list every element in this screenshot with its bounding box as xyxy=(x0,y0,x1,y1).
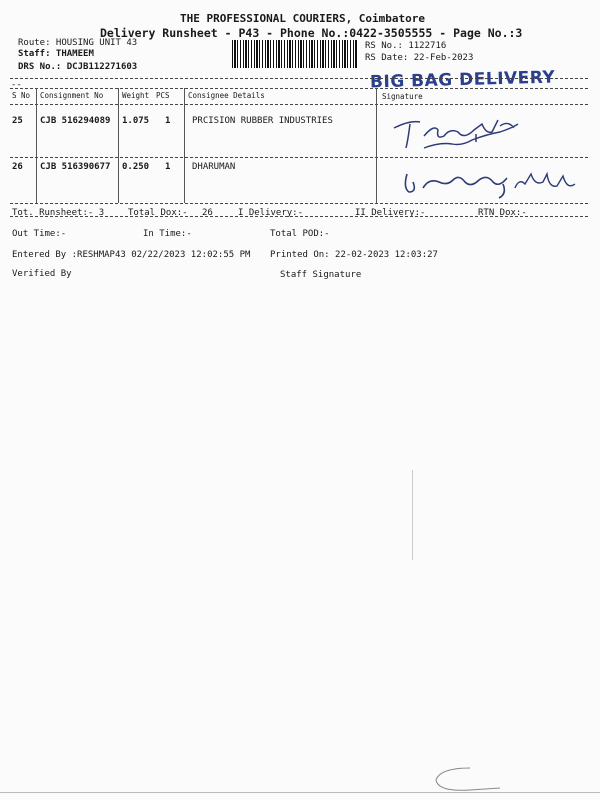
row-pcs: 1 xyxy=(165,116,171,126)
row-weight: 0.250 xyxy=(122,162,150,172)
total-runsheet: Tot. Runsheet:- 3 xyxy=(12,208,105,218)
column-line xyxy=(118,88,119,203)
scan-mark xyxy=(430,764,510,794)
staff-signature: Staff Signature xyxy=(280,270,362,280)
column-line xyxy=(376,88,377,203)
row-consignee: DHARUMAN xyxy=(192,162,236,172)
ii-delivery: II Delivery:- xyxy=(355,208,426,218)
handwritten-signature xyxy=(395,162,585,204)
barcode xyxy=(232,40,358,68)
entered-by: Entered By :RESHMAP43 02/22/2023 12:02:55 PM xyxy=(12,250,251,260)
column-line xyxy=(184,88,185,203)
scan-mark xyxy=(412,470,413,560)
page-edge xyxy=(0,792,600,793)
route-text: Route: HOUSING UNIT 43 xyxy=(18,38,138,48)
row-weight: 1.075 xyxy=(122,116,150,126)
rtn-dox: RTN Dox:- xyxy=(478,208,527,218)
printed-on: Printed On: 22-02-2023 12:03:27 xyxy=(270,250,438,260)
col-sno-header: S No xyxy=(12,91,31,100)
row-consignee: PRCISION RUBBER INDUSTRIES xyxy=(192,116,333,126)
row-sno: 26 xyxy=(12,162,23,172)
divider xyxy=(10,104,588,105)
divider xyxy=(10,216,588,217)
col-consignment-header: Consignment No xyxy=(40,91,104,100)
col-pcs-header: PCS xyxy=(156,91,170,100)
row-sno: 25 xyxy=(12,116,23,126)
dash-mark: -- xyxy=(11,80,22,90)
rs-number: RS No.: 1122716 xyxy=(365,41,447,51)
verified-by: Verified By xyxy=(12,269,72,279)
table-header-row xyxy=(10,88,588,103)
runsheet-title: Delivery Runsheet - P43 - Phone No.:0422-3505555 - Page No.:3 xyxy=(100,26,523,40)
drs-number: DRS No.: DCJB112271603 xyxy=(18,62,138,72)
col-weight-header: Weight xyxy=(122,91,150,100)
divider xyxy=(10,203,588,204)
column-line xyxy=(36,88,37,203)
handwritten-signature xyxy=(380,106,540,158)
col-consignee-header: Consignee Details xyxy=(188,91,265,100)
divider xyxy=(10,157,588,158)
row-consignment: CJB 516390677 xyxy=(40,162,111,172)
total-dox-value: 26 xyxy=(202,208,213,218)
row-pcs: 1 xyxy=(165,162,171,172)
col-signature-header: Signature xyxy=(382,92,423,101)
row-consignment: CJB 516294089 xyxy=(40,116,111,126)
in-time: In Time:- xyxy=(143,229,192,239)
i-delivery: I Delivery:- xyxy=(238,208,304,218)
big-bag-delivery-stamp: BIG BAG DELIVERY xyxy=(369,67,556,93)
out-time: Out Time:- xyxy=(12,229,67,239)
total-dox-label: Total Dox:- xyxy=(128,208,188,218)
divider xyxy=(10,78,588,79)
total-pod: Total POD:- xyxy=(270,229,330,239)
rs-date: RS Date: 22-Feb-2023 xyxy=(365,53,474,63)
staff-text: Staff: THAMEEM xyxy=(18,49,94,59)
company-title: THE PROFESSIONAL COURIERS, Coimbatore xyxy=(180,12,426,25)
